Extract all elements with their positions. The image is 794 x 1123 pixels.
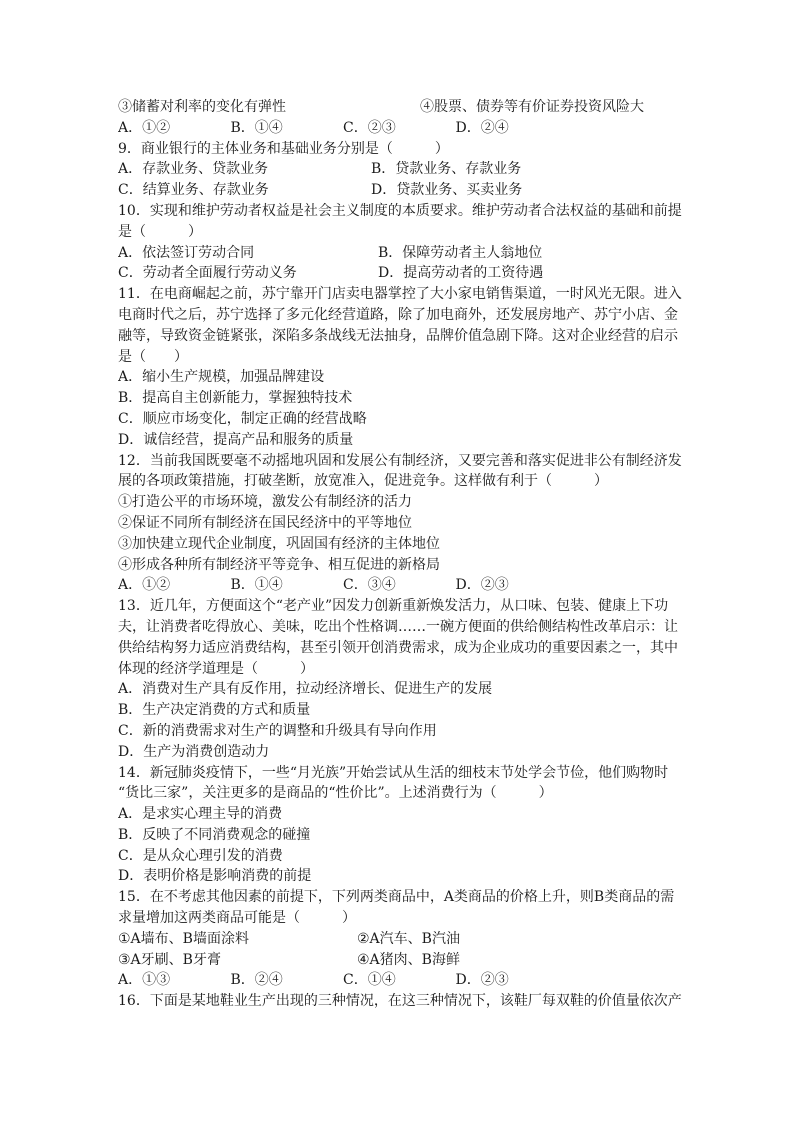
q10-stem-line: 是（ ） [118, 223, 202, 240]
q12-option-4: ④形成各种所有制经济平等竞争、相互促进的新格局 [118, 556, 440, 573]
q11-choice-b: B．提高自主创新能力，掌握独特技术 [118, 390, 353, 407]
q13-stem-line: 13．近几年，方便面这个“老产业”因发力创新重新焕发活力，从口味、包装、健康上下功 [118, 598, 669, 615]
q10-choice-a: A．依法签订劳动合同 [118, 244, 255, 261]
q14-choice-c: C．是从众心理引发的消费 [118, 847, 283, 864]
q15-choices-row [118, 970, 688, 991]
q15-option-4: ④A猪肉、B海鲜 [357, 951, 460, 968]
q11-stem-line: 11．在电商崛起之前，苏宁靠开门店卖电器掌控了大小家电销售渠道，一时风光无限。进入 [118, 286, 682, 303]
q12-choice-b: B．①④ [230, 577, 283, 594]
q15-choice-b: B．②④ [230, 972, 283, 989]
q10-choice-b: B．保障劳动者主人翁地位 [378, 244, 543, 261]
q13-choice-c: C．新的消费需求对生产的调整和升级具有导向作用 [118, 722, 437, 739]
q13-stem-line: 供给结构努力适应消费结构，甚至引领开创消费需求，成为企业成功的重要因素之一，其中 [118, 639, 678, 656]
q15-choice-d: D．②③ [455, 972, 509, 989]
exam-page [118, 97, 688, 1012]
q15-options-row-2 [118, 950, 688, 971]
q10-stem-line: 10．实现和维护劳动者权益是社会主义制度的本质要求。维护劳动者合法权益的基础和前提 [118, 202, 682, 219]
q8-choices-row [118, 118, 688, 139]
q15-option-3: ③A牙刷、B牙膏 [118, 951, 221, 968]
q14-choice-b: B．反映了不同消费观念的碰撞 [118, 826, 311, 843]
q12-option-3: ③加快建立现代企业制度，巩固国有经济的主体地位 [118, 535, 440, 552]
q14-stem-line: 14．新冠肺炎疫情下，一些“月光族”开始尝试从生活的细枝末节处学会节俭，他们购物时 [118, 764, 669, 781]
q8-options-row [118, 97, 688, 118]
q12-option-1: ①打造公平的市场环境，激发公有制经济的活力 [118, 494, 412, 511]
q11-stem-line: 是（ ） [118, 348, 188, 365]
q15-stem-line: 15．在不考虑其他因素的前提下，下列两类商品中，A类商品的价格上升，则B类商品的需 [118, 889, 675, 906]
q13-stem-line: 夫，让消费者吃得放心、美味，吃出个性格调……一碗方便面的供给侧结构性改革启示：让 [118, 618, 678, 635]
q11-choice-d: D．诚信经营，提高产品和服务的质量 [118, 431, 354, 448]
q9-choice-b: B．贷款业务、存款业务 [371, 161, 522, 178]
q9-choices-row-2 [118, 180, 688, 201]
q11-stem-line: 电商时代之后，苏宁选择了多元化经营道路，除了加电商外，还发展房地产、苏宁小店、金 [118, 306, 678, 323]
q9-choice-c: C．结算业务、存款业务 [118, 182, 269, 199]
q13-choice-b: B．生产决定消费的方式和质量 [118, 702, 311, 719]
q10-choices-row-2 [118, 263, 688, 284]
q15-option-2: ②A汽车、B汽油 [357, 930, 460, 947]
q15-options-row-1 [118, 929, 688, 950]
q13-choice-d: D．生产为消费创造动力 [118, 743, 270, 760]
q12-choice-c: C．③④ [343, 577, 396, 594]
q12-stem-line: 展的各项政策措施，打破垄断，放宽准入，促进竞争。这样做有利于（ ） [118, 473, 608, 490]
q11-choice-a: A．缩小生产规模，加强品牌建设 [118, 369, 325, 386]
q10-choice-d: D．提高劳动者的工资待遇 [378, 265, 544, 282]
q15-choice-a: A．①③ [118, 972, 171, 989]
q9-choice-a: A．存款业务、贷款业务 [118, 161, 269, 178]
q11-stem-line: 融等，导致资金链紧张，深陷多条战线无法抽身，品牌价值急剧下降。这对企业经营的启示 [118, 327, 678, 344]
q12-stem-line: 12．当前我国既要毫不动摇地巩固和发展公有制经济，又要完善和落实促进非公有制经济发 [118, 452, 682, 469]
q16-stem-line: 16．下面是某地鞋业生产出现的三种情况，在这三种情况下，该鞋厂每双鞋的价值量依次产 [118, 993, 682, 1010]
q8-choice-a: A．①② [118, 119, 171, 136]
q11-choice-c: C．顺应市场变化，制定正确的经营战略 [118, 410, 367, 427]
q9-choices-row-1 [118, 159, 688, 180]
q15-choice-c: C．①④ [343, 972, 396, 989]
q15-stem-line: 求量增加这两类商品可能是（ ） [118, 910, 356, 927]
q14-choice-d: D．表明价格是影响消费的前提 [118, 868, 312, 885]
q12-choice-a: A．①② [118, 577, 171, 594]
q10-choices-row-1 [118, 243, 688, 264]
q13-stem-line: 体现的经济学道理是（ ） [118, 660, 314, 677]
q14-stem-line: “货比三家”，关注更多的是商品的“性价比”。上述消费行为（ ） [118, 785, 553, 802]
q10-choice-c: C．劳动者全面履行劳动义务 [118, 265, 297, 282]
q12-choice-d: D．②③ [455, 577, 509, 594]
q8-choice-b: B．①④ [230, 119, 283, 136]
q14-choice-a: A．是求实心理主导的消费 [118, 806, 283, 823]
q12-option-2: ②保证不同所有制经济在国民经济中的平等地位 [118, 514, 412, 531]
q8-choice-c: C．②③ [343, 119, 396, 136]
q8-choice-d: D．②④ [455, 119, 509, 136]
q9-choice-d: D．贷款业务、买卖业务 [371, 182, 523, 199]
q9-stem-line: 9．商业银行的主体业务和基础业务分别是（ ） [118, 140, 449, 157]
q13-choice-a: A．消费对生产具有反作用，拉动经济增长、促进生产的发展 [118, 681, 493, 698]
q8-option-3: ③储蓄对利率的变化有弹性 [118, 99, 286, 115]
q12-choices-row [118, 575, 688, 596]
q8-option-4: ④股票、债券等有价证券投资风险大 [420, 99, 644, 115]
q15-option-1: ①A墙布、B墙面涂料 [118, 930, 249, 947]
